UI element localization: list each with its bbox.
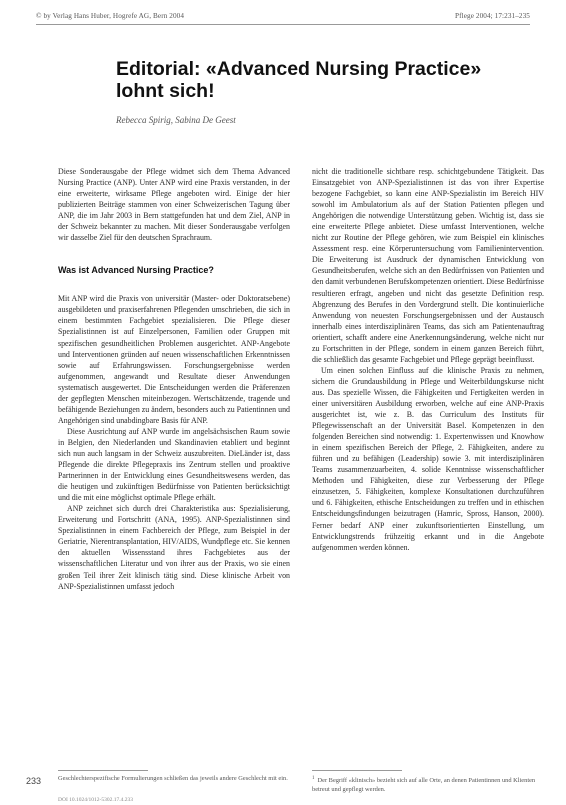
title-block <box>116 58 526 125</box>
footnote-right <box>312 775 544 794</box>
column-left <box>58 166 290 716</box>
section-heading: Was ist Advanced Nursing Practice? <box>58 265 214 276</box>
body-paragraph: ANP zeichnet sich durch drei Charakteristika aus: Spezialisierung, Erweiterung und Fortschritt (ANA, 1995). ANP-Spezialistinnen sind Spezialistinnen in einem Fachbereich der Pflege, zum Beispiel in der Geriatrie, Nierentransplantation, HIV/AIDS, Wundpflege etc. Sie kennen den aktuellen Wissensstand ihres Fachgebietes aus der wissenschaftlichen Literatur und von ihrer aus der Praxis, wo sie einen großen Teil ihrer Zeit klinisch tätig sind. Diese klinische Arbeit von ANP-Spezialistinnen umfasst jedoch <box>58 504 290 591</box>
article-authors: Rebecca Spirig, Sabina De Geest <box>116 115 236 125</box>
body-paragraph: nicht die traditionelle sichtbare resp. schichtgebundene Tätigkeit. Das Einsatzgebiet von ANP-Spezialistinnen ist das von ihrer Expertise bezogene Fachgebiet, so kann eine ANP-Spezialistin im Bereich HIV sowohl im Ambulatorium als auf der Station Patienten pflegen und Angehörigen die notwendige Unterstützung geben. Wichtig ist, dass sie eine erweiterte Pflege anbietet. Diese umfasst Interventionen, welche nicht zur Routine der Pflege gehören, wie zum Beispiel ein klinisches Assessment resp. eine Körperuntersuchung vom Familienintervention. Die Erweiterung ist Ausdruck der dynamischen Entwicklung von Gesundheitsberufen, welche sich an den Bedürfnissen von Patienten und den damit verbundenen Berufskompetenzen orientiert. Diese Bedürfnisse resultieren erfragt, angeben und nicht das gesetzte Definition resp. Abgrenzung des Berufes in den Vordergrund stellt. Die kontinuierliche Anwendung von neuesten Forschungsergebnissen und der Austausch innerhalb eines interdisziplinären Teams, das sich am Patientenauftrag orientiert, schafft andere eine Anerkennungsänderung, welche nicht nur zu Fortschritten in der Pflege, sondern in einem ganzen Bereich führt, die schließlich das gesamte Fachgebiet und Pflege geprägt beeinflusst. <box>312 167 544 364</box>
footnote-right-text: Der Begriff «klinisch» bezieht sich auf alle Orte, an denen Patientinnen und Klienten betreut und gepflegt werden. <box>312 777 536 793</box>
intro-paragraph: Diese Sonderausgabe der Pflege widmet sich dem Thema Advanced Nursing Practice (ANP). Unter ANP wird eine Praxis verstanden, in der eine erweiterte, wirksame Pflege angeboten wird. Einige der hier publizierten Beiträge stammen von einer Schweizerischen Tagung über ANP, die im Jahr 2003 in Bern stattgefunden hat und dem Ziel, ANP in der Schweiz bekannter zu machen. Mit dieser Sonderausgabe verfolgen wir dasselbe Ziel für den deutschen Sprachraum. <box>58 167 290 243</box>
article-title: Editorial: «Advanced Nursing Practice» lohnt sich! <box>116 58 482 102</box>
journal-citation: Pflege 2004; 17:231–235 <box>455 12 530 20</box>
column-right <box>312 166 544 716</box>
body-columns <box>58 166 544 716</box>
header-rule <box>36 24 530 25</box>
page-number: 233 <box>26 776 42 786</box>
running-head <box>36 12 530 20</box>
body-paragraph: Diese Ausrichtung auf ANP wurde im angelsächsischen Raum sowie in Belgien, den Niederlanden und Skandinavien etabliert und beginnt sich nun auch langsam in der Schweiz auszubreiten. DieLänder ist, dass Pflegende die direkte Pflegepraxis ins Zentrum stellen und proaktive Partnerinnen in der Entwicklung eines Gesundheitswesens werden, das die heutigen und zukünftigen Bedürfnisse von Patienten berücksichtigt und die mit eine möglichst optimale Pflege erhält. <box>58 426 290 503</box>
publisher-line: © by Verlag Hans Huber, Hogrefe AG, Bern 2004 <box>36 12 185 20</box>
footnote-rule-left <box>58 770 148 771</box>
footnote-left: Geschlechterspezifische Formulierungen schließen das jeweils andere Geschlecht mit ein. <box>58 775 288 782</box>
footnote-rule-right <box>312 770 402 771</box>
body-paragraph: Mit ANP wird die Praxis von universitär (Master- oder Doktoratsebene) ausgebildeten und praxiserfahrenen Pflegenden umschrieben, die sich in einem bestimmten Fachgebiet spezialisieren. Die Pflege dieser Spezialistinnen ist auf Einzelpersonen, Familien oder Gruppen mit spezifischen gesundheitlichen Problemen ausgerichtet. ANP-Angebote und Interventionen gründen auf neuen wissenschaftlichen Erkenntnissen sowie auf Erfahrungswissen. Forschungsergebnisse werden aufgenommen, angewandt und Resultate dieser Anwendungen systematisch ausgewertet. Die Entscheidungen werden die Präferenzen der gepflegten Menschen miteinbezogen. Wertschätzende, tragende und befähigende Beziehungen zu ändern, besonders auch zu Patientinnen und Angehörigen sind unabdingbare Basis für ANP. <box>58 294 290 425</box>
footnote-marker: 1 <box>312 776 315 781</box>
doi-line: DOI 10.1024/1012-5302.17.4.233 <box>58 797 134 803</box>
body-paragraph: Um einen solchen Einfluss auf die klinische Praxis zu nehmen, sichern die Grundausbildung in Pflege und Weiterbildungskurse nicht aus. Das spezielle Wissen, die Fähigkeiten und Fertigkeiten werden in einer universitären Ausbildung erworben, welche auf eine ANP-Praxis ausgerichtet ist, wie z. B. das Curriculum des Instituts für Pflegewissenschaft an der Universität Basel. Kompetenzen in den folgenden Bereichen sind notwendig: 1. Expertenwissen und Knowhow in einem spezifischen Bereich der Pflege, 2. Fähigkeiten, andere zu führen und zu befähigen (Leadership) sowie 3. mit interdisziplinären Teams zusammenzuarbeiten, 4. solide Kenntnisse wissenschaftlicher Methoden und Fähigkeiten, diese zur Verbesserung der Pflege einzusetzen, 5. Fähigkeiten, komplexe Konsultationen durchzuführen und 6. Fähigkeiten, ethische Entscheidungen zu treffen und in ethischen Entscheidungsfindungen beizutragen (Hamric, Spross, Hanson, 2000). Ferner bedarf ANP einer zukunftsorientierten Einstellung, um Entwicklungstrends frühzeitig erkannt und in die Angebote aufgenommen werden können. <box>312 365 544 552</box>
